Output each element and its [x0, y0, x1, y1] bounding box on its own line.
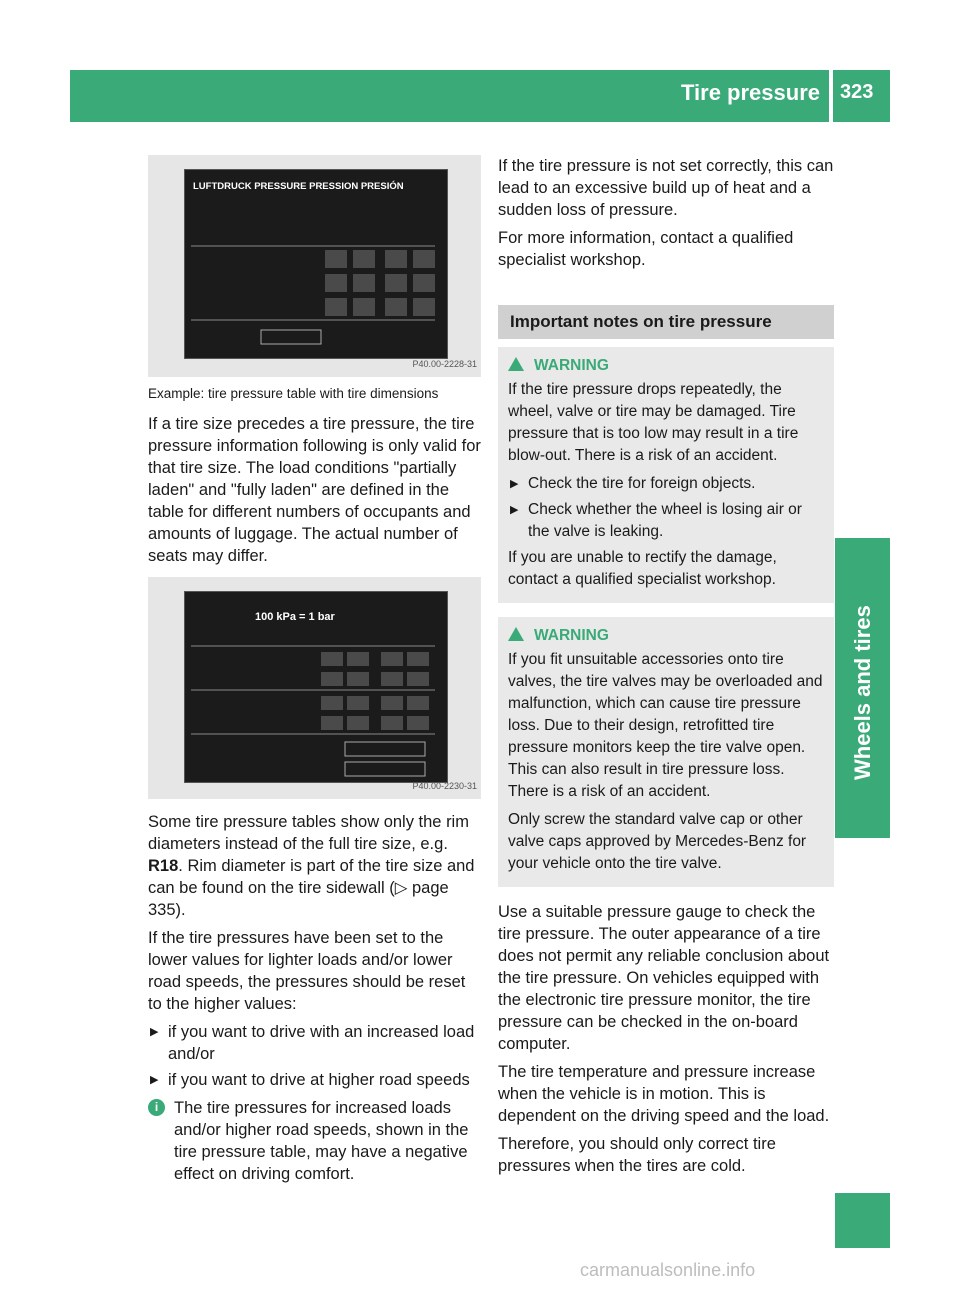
warning-footer: If you are unable to rectify the damage, contact a qualified specialist workshop. — [508, 549, 777, 588]
placard-2-grid — [185, 592, 447, 782]
paragraph-rim: Some tire pressure tables show only the rim diameters instead of the full tire size, e.g. R18. Rim diameter is part of the tire size and can be found on the tire sidewall (▷ page 335). — [148, 813, 475, 919]
warning-title: WARNING — [508, 355, 824, 377]
warning-text: If the tire pressure drops repeatedly, the wheel, valve or tire may be damaged. Tire pressure that is too low may result in a tire blow-out. There is a risk of an accident. — [508, 381, 799, 464]
info-note: i The tire pressures for increased loads and/or higher road speeds, shown in the tire pressure table, may have a negative effect on driving comfort. — [148, 1097, 481, 1185]
placard-1-heading: LUFTDRUCK PRESSURE PRESSION PRESIÓN — [193, 181, 404, 192]
page-number: 323 — [840, 81, 874, 103]
info-icon: i — [148, 1099, 165, 1116]
image-1-ref: P40.00-2228-31 — [412, 359, 477, 369]
page-title: Tire pressure — [680, 80, 820, 105]
section-tab-label: Wheels and tires — [850, 605, 875, 780]
placard-1 — [184, 169, 448, 359]
placard-2 — [184, 591, 448, 783]
warning-box-1 — [498, 347, 834, 603]
list-item: ▶ if you want to drive at higher road speeds — [148, 1069, 481, 1091]
warning-text: If you fit unsuitable accessories onto tire valves, the tire valves may be overloaded and malfunction, which can cause tire pressure loss. Due to their design, retrofitted tire pressure monitors keep the tire valve open. This can also result in tire pressure loss. There is a risk of an accident. — [508, 651, 823, 800]
image-1-caption: Example: tire pressure table with tire dimensions — [148, 386, 439, 401]
placard-2-heading: 100 kPa = 1 bar — [255, 611, 335, 623]
corner-marker — [835, 1193, 890, 1248]
paragraph: If the tire pressures have been set to the lower values for lighter loads and/or lower road speeds, the pressures should be reset to the higher values: — [148, 929, 466, 1013]
paragraph: Therefore, you should only correct tire pressures when the tires are cold. — [498, 1135, 776, 1175]
list-item: ▶ if you want to drive with an increased load and/or — [148, 1021, 481, 1065]
paragraph: For more information, contact a qualified specialist workshop. — [498, 229, 794, 269]
warning-icon — [508, 627, 524, 641]
left-column — [148, 155, 481, 1185]
paragraph: The tire temperature and pressure increase when the vehicle is in motion. This is dependent on the driving speed and the load. — [498, 1063, 830, 1125]
tire-pressure-placard-image-1 — [148, 155, 481, 377]
right-column — [498, 155, 834, 1183]
warning-title: WARNING — [508, 625, 824, 647]
list-item: ▶ Check the tire for foreign objects. — [508, 473, 824, 495]
placard-1-grid — [185, 170, 447, 358]
warning-box-2 — [498, 617, 834, 887]
section-heading: Important notes on tire pressure — [498, 305, 834, 339]
warning-text: Only screw the standard valve cap or other valve caps approved by Mercedes-Benz for your vehicle onto the tire valve. — [508, 811, 807, 872]
header-separator — [829, 70, 833, 122]
list-item: ▶ Check whether the wheel is losing air or the valve is leaking. — [508, 499, 824, 543]
paragraph: If a tire size precedes a tire pressure, the tire pressure information following is only valid for that tire size. The load conditions "partially laden" and "fully laden" are defined in the table for different numbers of occupants and amounts of luggage. The actual number of seats may differ. — [148, 415, 481, 565]
tire-pressure-placard-image-2 — [148, 577, 481, 799]
paragraph: If the tire pressure is not set correctly, this can lead to an excessive build up of heat and a sudden loss of pressure. — [498, 157, 834, 219]
image-2-ref: P40.00-2230-31 — [412, 781, 477, 791]
warning-icon — [508, 357, 524, 371]
paragraph: Use a suitable pressure gauge to check the tire pressure. The outer appearance of a tire does not permit any reliable conclusion about the tire pressure. On vehicles equipped with the electronic tire pressure monitor, the tire pressure can be checked in the on-board computer. — [498, 903, 830, 1053]
watermark: carmanualsonline.info — [580, 1260, 756, 1280]
